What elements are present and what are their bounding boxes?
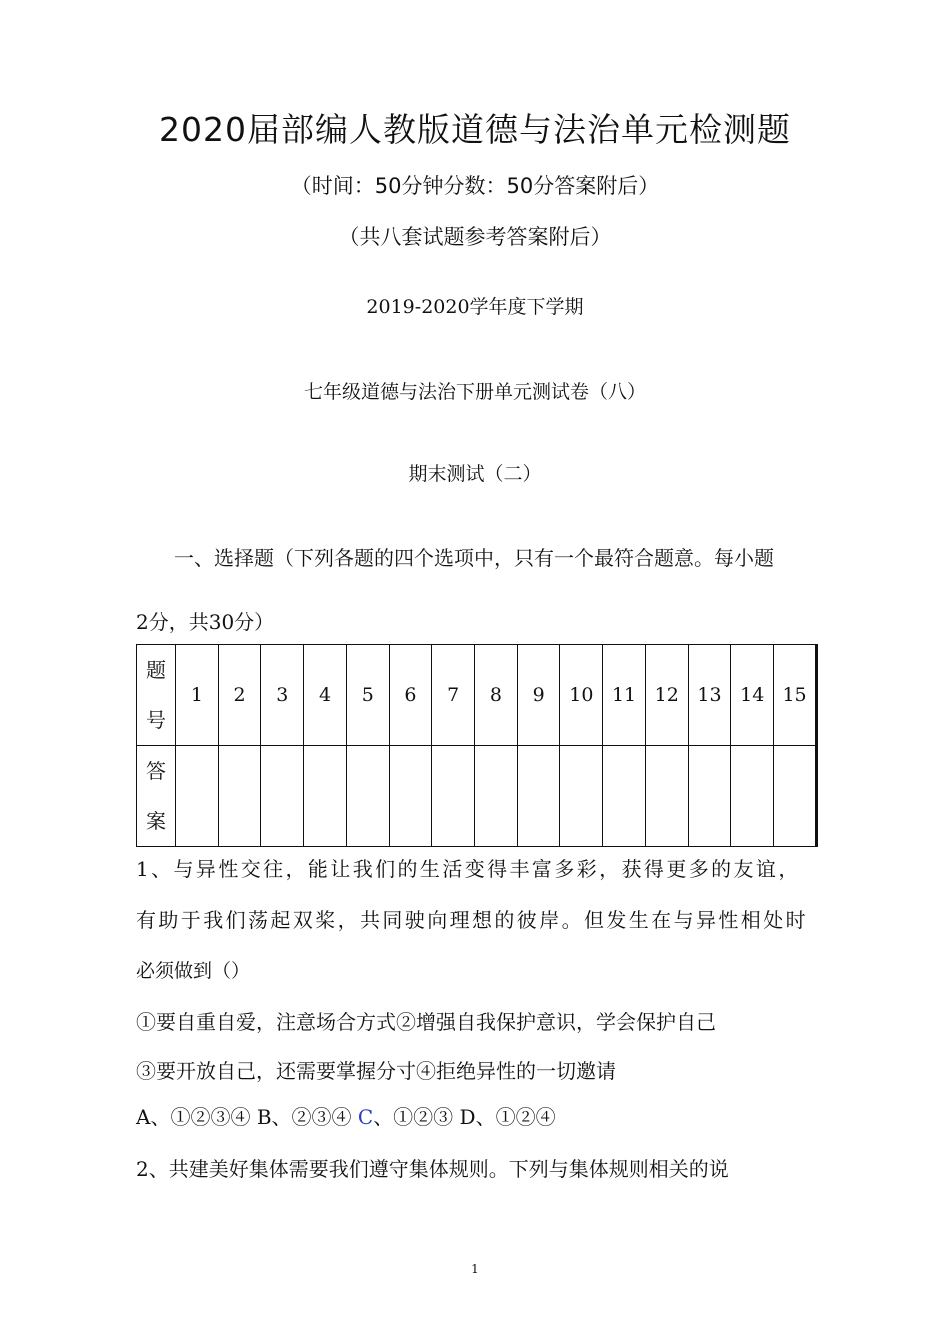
question-number-cell: 8 [475,645,518,746]
section-heading-line2: 2分，共30分） [136,610,275,634]
time-score-note: （时间：50分钟分数：50分答案附后） [290,174,660,198]
choice-c-letter: C [357,1105,374,1129]
answer-cell[interactable] [389,746,432,847]
question-number-cell: 15 [774,645,817,746]
answer-header: 答 案 [137,746,176,847]
question-number-cell: 1 [176,645,219,746]
question-1-line2: 有助于我们荡起双桨，共同驶向理想的彼岸。但发生在与异性相处时 [136,908,808,932]
answer-cell[interactable] [603,746,646,847]
question-number-cell: 12 [645,645,688,746]
choice-a[interactable]: A、①②③④ [136,1105,251,1129]
question-1-options-line1: ①要自重自爱，注意场合方式②增强自我保护意识，学会保护自己 [136,1010,716,1034]
choice-b[interactable]: B、②③④ [256,1105,352,1129]
question-number-cell: 9 [517,645,560,746]
answer-cell[interactable] [688,746,731,847]
answer-cell[interactable] [731,746,774,847]
question-number-cell: 5 [346,645,389,746]
answer-cell[interactable] [560,746,603,847]
choice-c[interactable] [358,1105,453,1129]
question-number-cell: 14 [731,645,774,746]
question-number-row [137,645,817,746]
answer-cell[interactable] [176,746,219,847]
question-number-cell: 10 [560,645,603,746]
answer-cell[interactable] [517,746,560,847]
answer-cell[interactable] [304,746,347,847]
answer-cell[interactable] [774,746,817,847]
answer-cell[interactable] [346,746,389,847]
answer-sheet-table [136,644,818,847]
school-year: 2019-2020学年度下学期 [366,296,584,318]
answers-note: （共八套试题参考答案附后） [338,225,612,249]
document-title: 2020届部编人教版道德与法治单元检测题 [159,110,791,149]
question-number-cell: 7 [432,645,475,746]
question-1-line1: 1、与异性交往，能让我们的生活变得丰富多彩，获得更多的友谊， [136,857,801,881]
question-number-cell: 6 [389,645,432,746]
question-number-header: 题 号 [137,645,176,746]
answer-cell[interactable] [475,746,518,847]
choice-c-text: 、①②③ [373,1105,454,1129]
question-number-cell: 13 [688,645,731,746]
question-1-options-line2: ③要开放自己，还需要掌握分寸④拒绝异性的一切邀请 [136,1059,616,1083]
page-number: 1 [471,1262,479,1276]
answer-cell[interactable] [261,746,304,847]
exam-name: 七年级道德与法治下册单元测试卷（八） [303,381,646,403]
question-number-cell: 4 [304,645,347,746]
question-number-cell: 2 [218,645,261,746]
answer-cell[interactable] [432,746,475,847]
question-1-line3: 必须做到（） [136,960,251,982]
choice-d[interactable]: D、①②④ [459,1105,556,1129]
question-2-line1: 2、共建美好集体需要我们遵守集体规则。下列与集体规则相关的说 [136,1157,729,1181]
answer-cell[interactable] [218,746,261,847]
section-heading-line1: 一、选择题（下列各题的四个选项中，只有一个最符合题意。每小题 [174,546,774,570]
question-number-cell: 11 [603,645,646,746]
answer-row [137,746,817,847]
question-1-choices [136,1101,556,1130]
exam-part: 期末测试（二） [408,463,542,485]
answer-cell[interactable] [645,746,688,847]
question-number-cell: 3 [261,645,304,746]
